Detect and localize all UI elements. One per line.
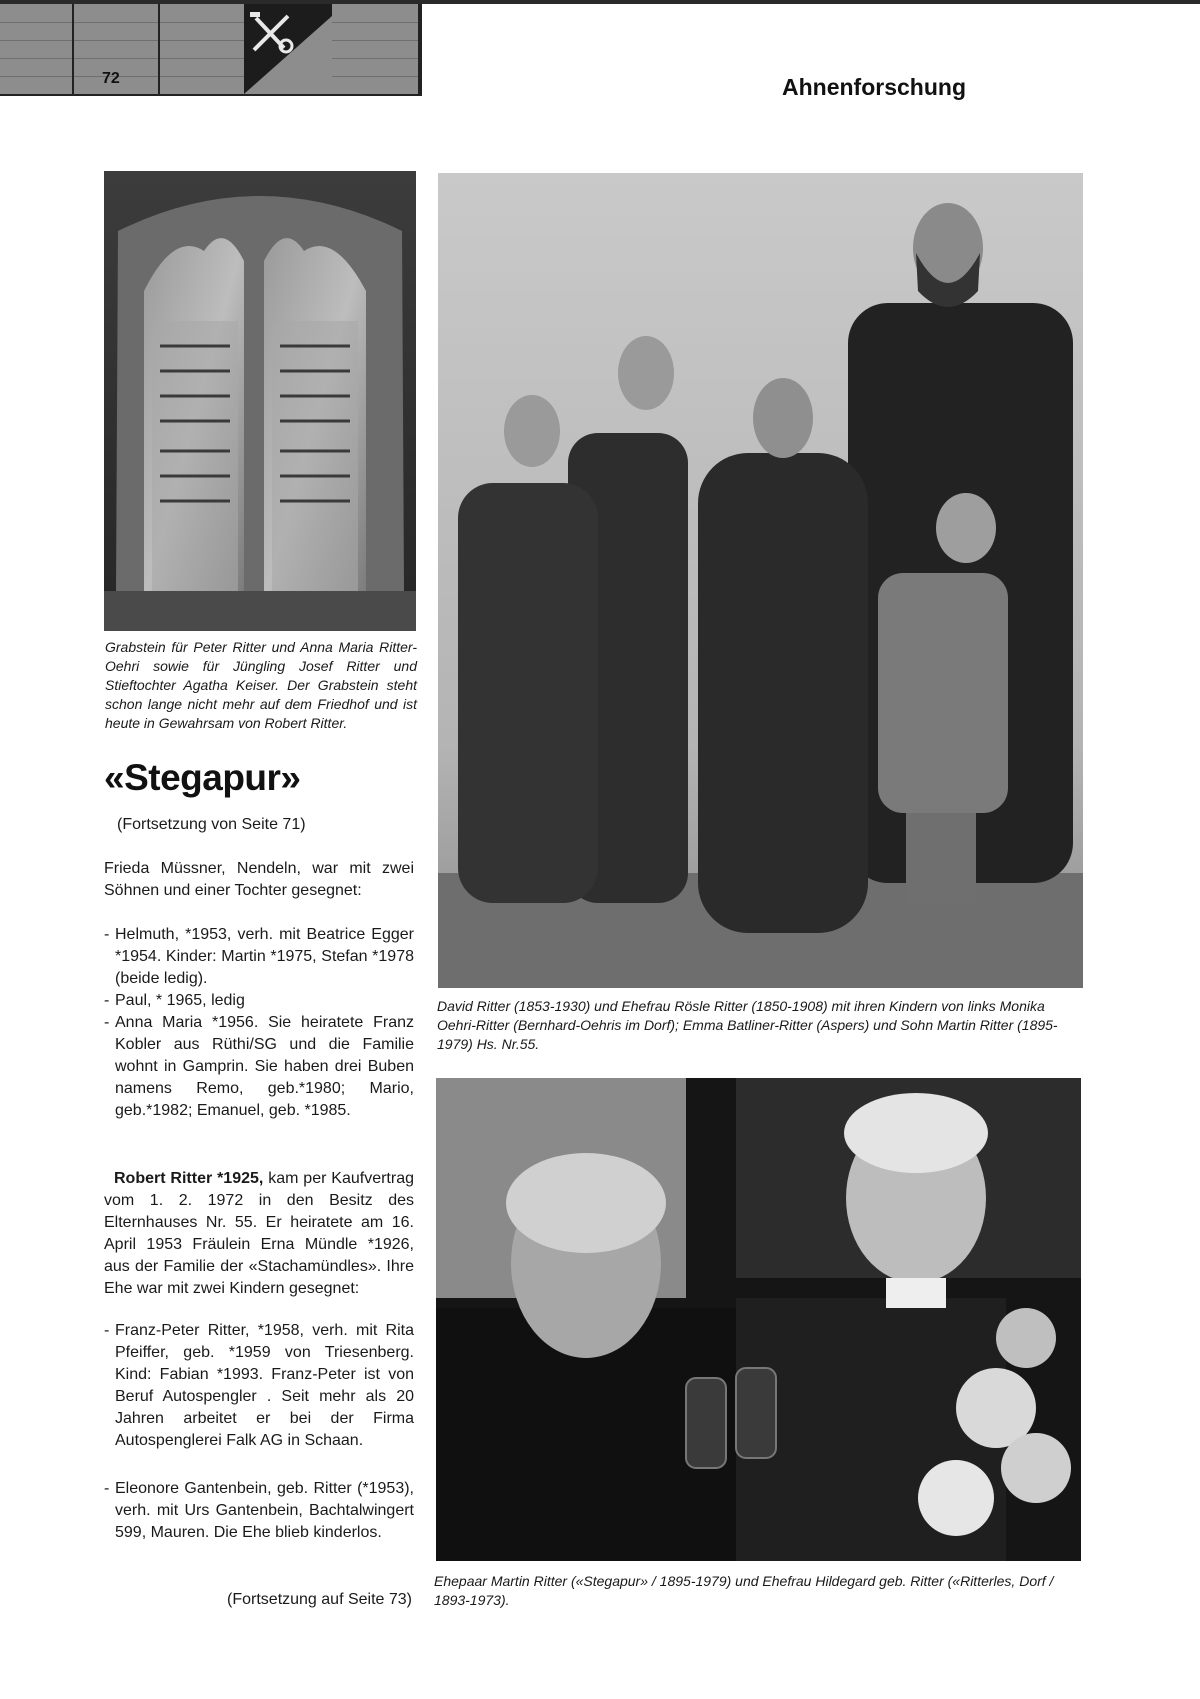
- header-grid: [0, 4, 422, 96]
- family-portrait-photo: [438, 173, 1083, 988]
- robert-text: kam per Kaufvertrag vom 1. 2. 1972 in den Besitz des Elternhauses Nr. 55. Er heiratete am 16. April 1953 Fräulein Erna Mündle *1926, aus der Familie der «Stachamündles». Ihre Ehe war mit zwei Kindern gesegnet:: [104, 1170, 414, 1297]
- continued-to: (Fortsetzung auf Seite 73): [227, 1591, 412, 1608]
- list-item: - Eleonore Gantenbein, geb. Ritter (*1953), verh. mit Urs Gantenbein, Bachtalwingert 599, Mauren. Die Ehe blieb kinderlos.: [104, 1478, 414, 1544]
- couple-photo: [436, 1078, 1081, 1561]
- children-list-muessner: [104, 924, 414, 1122]
- gravestone-photo: [104, 171, 416, 631]
- family-portrait-caption: David Ritter (1853-1930) und Ehefrau Rösle Ritter (1850-1908) mit ihren Kindern von links Monika Oehri-Ritter (Bernhard-Oehris im Dorf); Emma Batliner-Ritter (Aspers) und Sohn Martin Ritter (1895-1979) Hs. Nr.55.: [437, 998, 1058, 1052]
- gravestone-illustration: [104, 171, 416, 631]
- header-grid-cell: [158, 4, 246, 94]
- paragraph-intro: Frieda Müssner, Nendeln, war mit zwei Söhnen und einer Tochter gesegnet:: [104, 860, 414, 899]
- robert-name: Robert Ritter *1925,: [114, 1170, 264, 1187]
- list-item: - Franz-Peter Ritter, *1958, verh. mit Rita Pfeiffer, geb. *1959 von Triesenberg. Kind: Fabian *1993. Franz-Peter ist von Beruf Autospengler . Seit mehr als 20 Jahren arbeitet er bei der Firma Autospenglerei Falk AG in Schaan.: [104, 1320, 414, 1452]
- header-grid-cell: [0, 4, 74, 94]
- list-item: - Anna Maria *1956. Sie heiratete Franz Kobler aus Rüthi/SG und die Familie wohnt in Gamprin. Sie haben drei Buben namens Remo, geb.*1980; Mario, geb.*1982; Emanuel, geb. *1985.: [104, 1012, 414, 1122]
- continued-from: (Fortsetzung von Seite 71): [117, 816, 306, 833]
- header-emblem: [244, 4, 332, 94]
- section-title: Ahnenforschung: [782, 74, 966, 100]
- couple-illustration: [436, 1078, 1081, 1561]
- page-number: 72: [102, 70, 120, 87]
- crossed-tools-icon: [244, 4, 332, 94]
- children-list-robert-cont: [104, 1478, 414, 1544]
- children-list-robert: [104, 1320, 414, 1452]
- list-item: - Paul, * 1965, ledig: [104, 990, 414, 1012]
- article-headline: «Stegapur»: [104, 757, 301, 798]
- header-grid-cell: [332, 4, 420, 94]
- couple-caption: Ehepaar Martin Ritter («Stegapur» / 1895-1979) und Ehefrau Hildegard geb. Ritter («Ritterles, Dorf / 1893-1973).: [434, 1573, 1054, 1608]
- paragraph-robert: [104, 1168, 414, 1300]
- gravestone-caption: Grabstein für Peter Ritter und Anna Maria Ritter-Oehri sowie für Jüngling Josef Ritter und Stieftochter Agatha Keiser. Der Grabstein steht schon lange nicht mehr auf dem Friedhof und ist heute in Gewahrsam von Robert Ritter.: [105, 639, 417, 731]
- list-item: - Helmuth, *1953, verh. mit Beatrice Egger *1954. Kinder: Martin *1975, Stefan *1978 (beide ledig).: [104, 924, 414, 990]
- family-portrait-illustration: [438, 173, 1083, 988]
